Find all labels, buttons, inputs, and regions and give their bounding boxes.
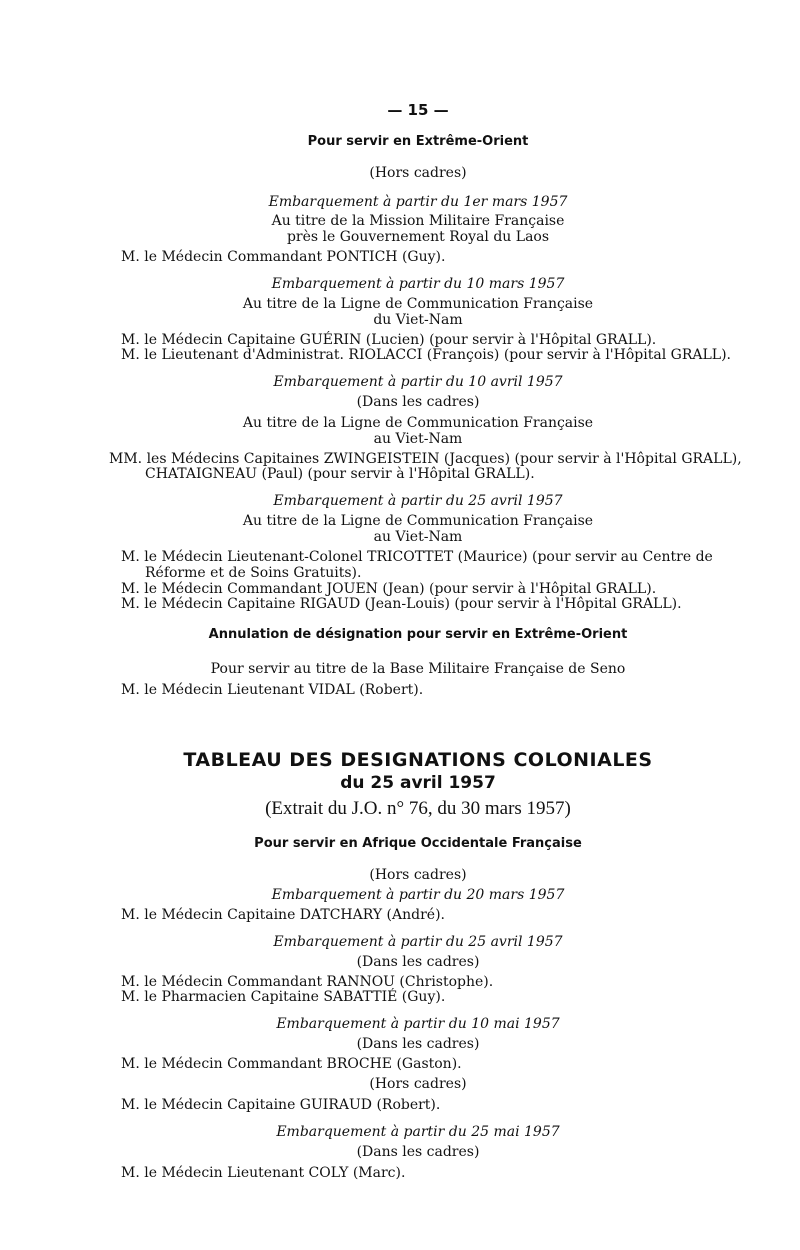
appointment-line: M. le Médecin Capitaine GUIRAUD (Robert). <box>121 1097 441 1113</box>
embarquement-line: Embarquement à partir du 10 mars 1957 <box>271 276 565 292</box>
mission-line: Au titre de la Mission Militaire Française <box>271 213 565 229</box>
annulation-heading: Annulation de désignation pour servir en Extrême-Orient <box>208 627 628 642</box>
embarquement-line: Embarquement à partir du 10 avril 1957 <box>273 374 563 390</box>
embarquement-line: Embarquement à partir du 10 mai 1957 <box>276 1016 560 1032</box>
appointment-line: M. le Médecin Lieutenant-Colonel TRICOTTET (Maurice) (pour servir au Centre de <box>121 549 713 565</box>
hors-cadres-label: (Hors cadres) <box>369 867 467 883</box>
dans-cadres-label: (Dans les cadres) <box>356 1036 480 1052</box>
appointment-line: M. le Médecin Lieutenant VIDAL (Robert). <box>121 682 424 698</box>
appointment-line: M. le Médecin Lieutenant COLY (Marc). <box>121 1165 406 1181</box>
page-number: — 15 — <box>387 101 449 119</box>
embarquement-line: Embarquement à partir du 20 mars 1957 <box>271 887 565 903</box>
extrait-line: (Extrait du J.O. n° 76, du 30 mars 1957) <box>265 798 571 819</box>
section-heading-aof: Pour servir en Afrique Occidentale Française <box>254 836 582 851</box>
base-line: Pour servir au titre de la Base Militaire Française de Seno <box>210 661 626 677</box>
appointment-line: M. le Médecin Commandant RANNOU (Christophe). <box>121 974 494 990</box>
appointment-line: Réforme et de Soins Gratuits). <box>145 565 362 581</box>
ligne-line: Au titre de la Ligne de Communication Française <box>242 513 594 529</box>
appointment-line: M. le Médecin Capitaine RIGAUD (Jean-Louis) (pour servir à l'Hôpital GRALL). <box>121 596 682 612</box>
embarquement-line: Embarquement à partir du 25 mai 1957 <box>276 1124 560 1140</box>
dans-cadres-label: (Dans les cadres) <box>356 394 480 410</box>
appointment-line: MM. les Médecins Capitaines ZWINGEISTEIN (Jacques) (pour servir à l'Hôpital GRALL), <box>109 451 742 467</box>
mission-line: près le Gouvernement Royal du Laos <box>286 229 550 245</box>
embarquement-line: Embarquement à partir du 25 avril 1957 <box>273 934 563 950</box>
ligne-line: du Viet-Nam <box>373 312 463 328</box>
ligne-line: au Viet-Nam <box>373 431 463 447</box>
ligne-line: Au titre de la Ligne de Communication Française <box>242 296 594 312</box>
hors-cadres-label: (Hors cadres) <box>369 165 467 181</box>
ligne-line: au Viet-Nam <box>373 529 463 545</box>
appointment-line: M. le Lieutenant d'Administrat. RIOLACCI (François) (pour servir à l'Hôpital GRALL). <box>121 347 731 363</box>
embarquement-line: Embarquement à partir du 1er mars 1957 <box>268 194 568 210</box>
dans-cadres-label: (Dans les cadres) <box>356 954 480 970</box>
appointment-line: M. le Médecin Commandant PONTICH (Guy). <box>121 249 446 265</box>
appointment-line: M. le Pharmacien Capitaine SABATTIÉ (Guy). <box>121 989 446 1005</box>
appointment-line: M. le Médecin Capitaine GUÉRIN (Lucien) (pour servir à l'Hôpital GRALL). <box>121 332 657 348</box>
ligne-line: Au titre de la Ligne de Communication Française <box>242 415 594 431</box>
tableau-title: TABLEAU DES DESIGNATIONS COLONIALES <box>183 749 653 771</box>
appointment-line: M. le Médecin Capitaine DATCHARY (André). <box>121 907 445 923</box>
embarquement-line: Embarquement à partir du 25 avril 1957 <box>273 493 563 509</box>
appointment-line: M. le Médecin Commandant JOUEN (Jean) (pour servir à l'Hôpital GRALL). <box>121 581 657 597</box>
section-heading-extreme-orient: Pour servir en Extrême-Orient <box>307 134 529 149</box>
appointment-line: CHATAIGNEAU (Paul) (pour servir à l'Hôpital GRALL). <box>145 466 535 482</box>
tableau-date: du 25 avril 1957 <box>340 773 496 793</box>
appointment-line: M. le Médecin Commandant BROCHE (Gaston). <box>121 1056 462 1072</box>
hors-cadres-label: (Hors cadres) <box>369 1076 467 1092</box>
dans-cadres-label: (Dans les cadres) <box>356 1144 480 1160</box>
